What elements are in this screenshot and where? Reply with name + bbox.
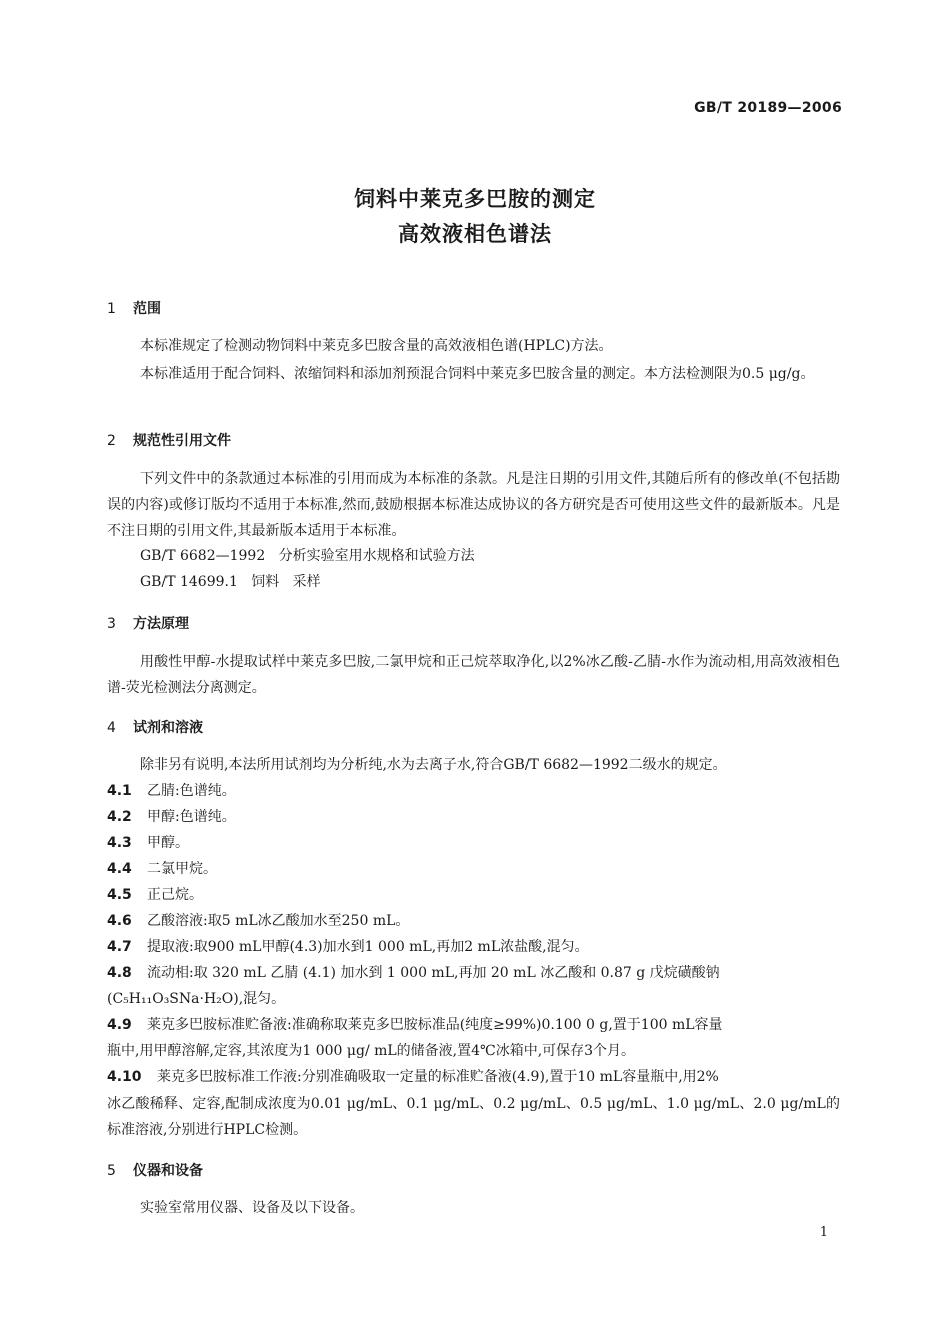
normative-reference: GB/T 6682—1992 分析实验室用水规格和试验方法 bbox=[140, 548, 475, 564]
list-item bbox=[107, 857, 840, 881]
item-text: 提取液:取900 mL甲醇(4.3)加水到1 000 mL,再加2 mL浓盐酸,混匀。 bbox=[147, 939, 589, 955]
section-number: 4 bbox=[107, 720, 116, 736]
section-heading-3 bbox=[107, 613, 189, 633]
item-text: 莱克多巴胺标准贮备液:准确称取莱克多巴胺标准品(纯度≥99%)0.100 0 g,置于100 mL容量 bbox=[147, 1017, 723, 1033]
item-text: 正己烷。 bbox=[147, 887, 203, 903]
document-title: 饲料中莱克多巴胺的测定 bbox=[354, 187, 596, 211]
item-text: 乙腈:色谱纯。 bbox=[147, 783, 236, 799]
list-item bbox=[107, 1065, 840, 1089]
standard-code: GB/T 20189—2006 bbox=[694, 100, 842, 116]
item-number: 4.6 bbox=[107, 913, 132, 929]
section-title: 试剂和溶液 bbox=[133, 720, 203, 736]
section-heading-5 bbox=[107, 1160, 203, 1180]
list-item bbox=[107, 779, 840, 803]
section-number: 1 bbox=[107, 301, 116, 317]
paragraph: 本标准适用于配合饲料、浓缩饲料和添加剂预混合饲料中莱克多巴胺含量的测定。本方法检测限为0.5 μg/g。 bbox=[140, 366, 815, 382]
section-title: 仪器和设备 bbox=[133, 1163, 203, 1179]
document-subtitle: 高效液相色谱法 bbox=[398, 222, 552, 246]
item-text: 乙酸溶液:取5 mL冰乙酸加水至250 mL。 bbox=[147, 913, 410, 929]
item-number: 4.9 bbox=[107, 1017, 132, 1033]
list-item bbox=[107, 935, 840, 959]
item-continuation: 瓶中,用甲醇溶解,定容,其浓度为1 000 μg/ mL的储备液,置4℃冰箱中,可保存3个月。 bbox=[107, 1043, 636, 1059]
item-text: 甲醇。 bbox=[147, 835, 189, 851]
paragraph: 用酸性甲醇-水提取试样中莱克多巴胺,二氯甲烷和正己烷萃取净化,以2%冰乙酸-乙腈-水作为流动相,用高效液相色谱-荧光检测法分离测定。 bbox=[107, 654, 840, 696]
item-continuation: 冰乙酸稀释、定容,配制成浓度为0.01 μg/mL、0.1 μg/mL、0.2 μg/mL、0.5 μg/mL、1.0 μg/mL、2.0 μg/mL的标准溶液,分别进行HPLC检测。 bbox=[107, 1096, 840, 1138]
section-number: 3 bbox=[107, 616, 116, 632]
item-number: 4.5 bbox=[107, 887, 132, 903]
list-item bbox=[107, 1013, 840, 1037]
item-text: 莱克多巴胺标准工作液:分别准确吸取一定量的标准贮备液(4.9),置于10 mL容量瓶中,用2% bbox=[157, 1069, 719, 1085]
list-item bbox=[107, 883, 840, 907]
item-number: 4.10 bbox=[107, 1069, 142, 1085]
list-item bbox=[107, 961, 840, 985]
item-continuation: (C₅H₁₁O₃SNa·H₂O),混匀。 bbox=[107, 991, 286, 1007]
section-title: 规范性引用文件 bbox=[133, 433, 231, 449]
section-title: 方法原理 bbox=[133, 616, 189, 632]
item-number: 4.4 bbox=[107, 861, 132, 877]
paragraph: 实验室常用仪器、设备及以下设备。 bbox=[140, 1200, 364, 1216]
item-text: 甲醇:色谱纯。 bbox=[147, 809, 236, 825]
item-number: 4.8 bbox=[107, 965, 132, 981]
section-heading-4 bbox=[107, 717, 203, 737]
paragraph: 下列文件中的条款通过本标准的引用而成为本标准的条款。凡是注日期的引用文件,其随后所有的修改单(不包括勘误的内容)或修订版均不适用于本标准,然而,鼓励根据本标准达成协议的各方研究是否可使用这些文件的最新版本。凡是不注日期的引用文件,其最新版本适用于本标准。 bbox=[107, 471, 840, 539]
paragraph: 除非另有说明,本法所用试剂均为分析纯,水为去离子水,符合GB/T 6682—1992二级水的规定。 bbox=[140, 757, 727, 773]
item-number: 4.2 bbox=[107, 809, 132, 825]
section-number: 2 bbox=[107, 433, 116, 449]
item-text: 二氯甲烷。 bbox=[147, 861, 217, 877]
item-number: 4.7 bbox=[107, 939, 132, 955]
section-heading-1 bbox=[107, 298, 161, 318]
normative-reference: GB/T 14699.1 饲料 采样 bbox=[140, 574, 321, 590]
item-text: 流动相:取 320 mL 乙腈 (4.1) 加水到 1 000 mL,再加 20 mL 冰乙酸和 0.87 g 戊烷磺酸钠 bbox=[147, 965, 720, 981]
section-heading-2 bbox=[107, 430, 231, 450]
list-item bbox=[107, 909, 840, 933]
page-number: 1 bbox=[819, 1225, 828, 1240]
section-number: 5 bbox=[107, 1163, 116, 1179]
paragraph: 本标准规定了检测动物饲料中莱克多巴胺含量的高效液相色谱(HPLC)方法。 bbox=[140, 338, 613, 354]
item-number: 4.1 bbox=[107, 783, 132, 799]
section-title: 范围 bbox=[133, 301, 161, 317]
list-item bbox=[107, 831, 840, 855]
item-number: 4.3 bbox=[107, 835, 132, 851]
list-item bbox=[107, 805, 840, 829]
